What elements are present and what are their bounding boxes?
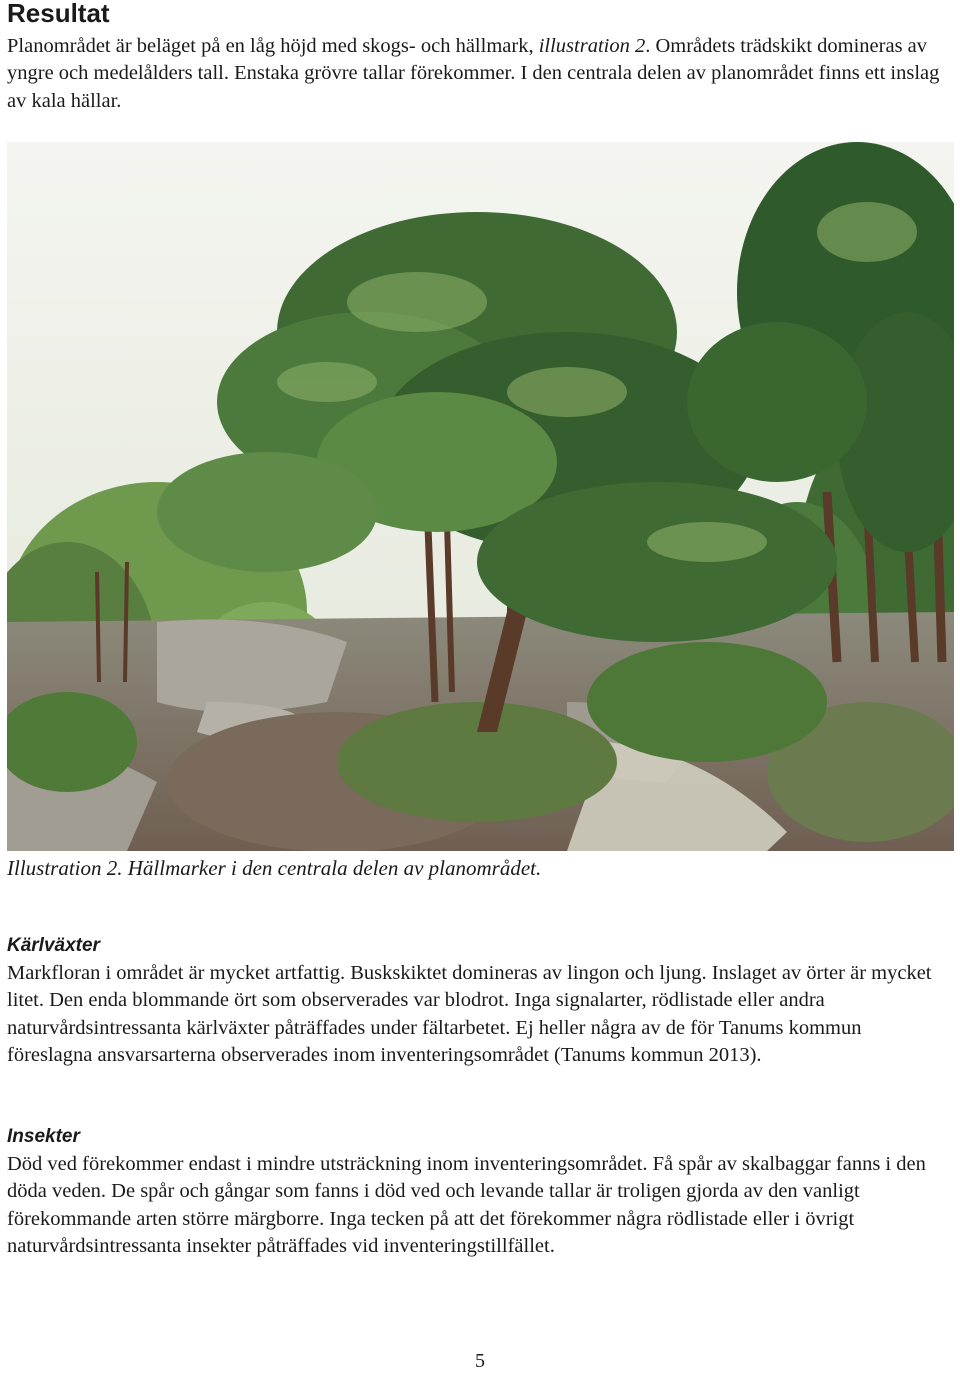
intro-text-start: Planområdet är beläget på en låg höjd med skogs- och hällmark,: [7, 35, 539, 57]
section-heading-karlvaxter: Kärlväxter: [7, 935, 100, 956]
karlvaxter-paragraph: Markfloran i området är mycket artfattig. Buskskiktet domineras av lingon och ljung. Inslaget av örter är mycket litet. Den enda blommande ört som observerades var blodrot. Inga signalarter, rödlistade eller andra naturvårdsintressanta kärlväxter påträffades under fältarbetet. Ej heller några av de för Tanums kommun föreslagna ansvarsarterna observerades inom inventeringsområdet (Tanums kommun 2013).: [7, 962, 932, 1066]
illustration-reference: illustration 2: [538, 35, 646, 57]
illustration-caption: Illustration 2. Hällmarker i den centrala delen av planområdet.: [7, 856, 542, 880]
intro-paragraph: [7, 33, 947, 115]
forest-photo: [7, 142, 954, 851]
insekter-paragraph: Död ved förekommer endast i mindre utsträckning inom inventeringsområdet. Få spår av skalbaggar fanns i den döda veden. De spår och gångar som fanns i död ved och levande tallar är troligen gjorda av den vanligt förekommande arten större märgborre. Inga tecken på att det förekommer några rödlistade eller i övrigt naturvårdsintressanta insekter påträffades vid inventeringstillfället.: [7, 1153, 926, 1257]
section-heading-resultat: Resultat: [7, 0, 110, 28]
section-heading-insekter: Insekter: [7, 1126, 80, 1147]
intro-text-end: . Områdets trädskikt domineras av yngre och medelålders tall. Enstaka grövre tallar förekommer. I den centrala delen av planområdet finns ett inslag av kala hällar.: [7, 35, 940, 112]
page-number: 5: [475, 1350, 485, 1372]
